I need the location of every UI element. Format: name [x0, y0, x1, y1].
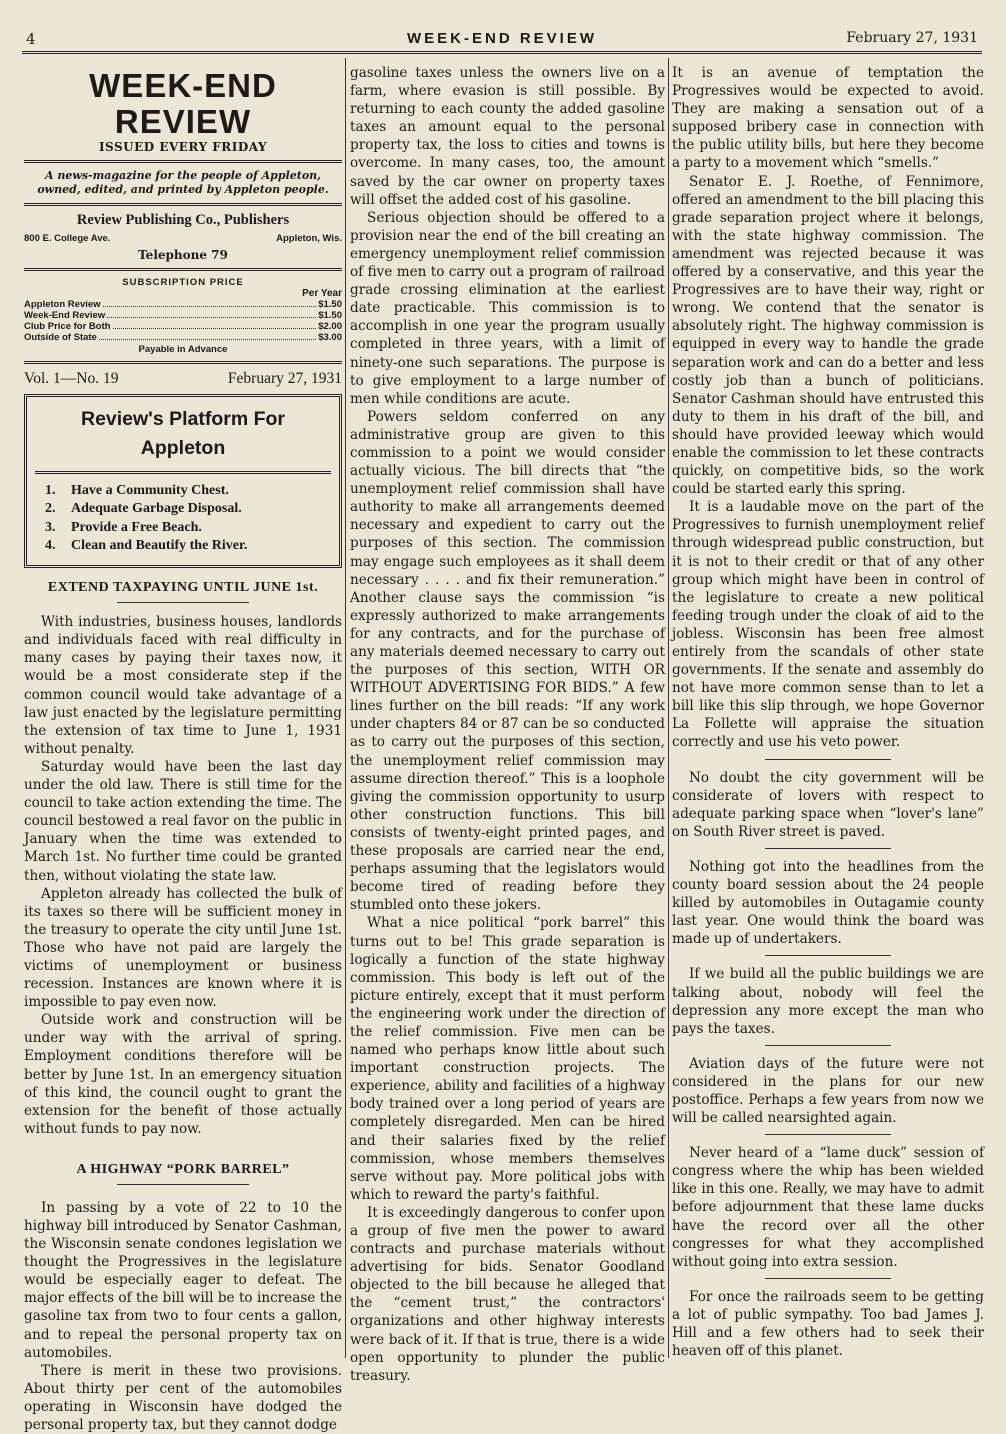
divider	[765, 759, 891, 760]
price-row	[24, 310, 342, 321]
divider	[24, 268, 342, 271]
platform-title: Appleton	[140, 437, 226, 459]
masthead-title: WEEK-END REVIEW	[89, 67, 277, 140]
platform-list	[35, 482, 331, 555]
running-date: February 27, 1931	[846, 30, 978, 46]
platform-item: 4. Clean and Beautify the River.	[45, 537, 248, 553]
address-city: Appleton, Wis.	[276, 233, 342, 244]
running-head	[22, 30, 982, 54]
article-headline: A HIGHWAY “PORK BARREL”	[76, 1161, 290, 1177]
running-title: WEEK-END REVIEW	[406, 30, 597, 47]
platform-item: 1. Have a Community Chest.	[45, 483, 229, 498]
masthead-address	[24, 233, 342, 248]
volume-number: Vol. 1—No. 19	[24, 370, 119, 387]
platform-box	[24, 394, 342, 568]
article-paragraph: Appleton already has collected the bulk of its taxes so there will be sufficient money in the treasury to operate the city until June 1st. Those who have not paid are largely the victims of unemployment or business recession. Instances are known where it is impossible to pay even now.	[24, 885, 342, 1011]
article-paragraph: With industries, business houses, landlords and individuals faced with real difficulty in many cases by paying their taxes now, it would be a most considerate step if the common council would take advantage of a law just enacted by the legislature permitting the extension of tax time to June 1, 1931 without penalty.	[24, 614, 342, 757]
volume-line	[24, 370, 342, 390]
price-row	[24, 299, 342, 310]
brief-item: No doubt the city government will be considerate of lovers with respect to adequate parking space when “lover's lane” on South River street is paved.	[672, 769, 984, 840]
masthead-tagline: owned, edited, and printed by Appleton people.	[37, 183, 329, 196]
price-label: Club Price for Both	[24, 321, 111, 332]
payable-note: Payable in Advance	[138, 344, 228, 355]
article-paragraph: There is merit in these two provisions. About thirty per cent of the automobiles operating in Wisconsin have dodged the personal property tax, but they cannot dodge	[24, 1362, 342, 1434]
divider	[765, 1045, 891, 1046]
masthead-telephone: Telephone 79	[138, 248, 228, 262]
platform-item: 3. Provide a Free Beach.	[45, 519, 202, 535]
divider	[117, 602, 249, 603]
divider	[765, 1134, 891, 1135]
per-year-label: Per Year	[302, 288, 342, 299]
price-row	[24, 332, 342, 343]
page-number: 4	[26, 30, 36, 48]
column-2	[350, 64, 665, 1384]
price-label: Week-End Review	[24, 310, 106, 321]
price-label: Appleton Review	[24, 299, 101, 310]
column-3	[672, 64, 984, 1364]
price-label: Outside of State	[24, 332, 97, 343]
price-value: $2.00	[318, 321, 342, 332]
brief-item: For once the railroads seem to be getting a lot of public sympathy. Too bad James J. Hill and a few others had to seek their heaven off of this planet.	[672, 1288, 984, 1360]
brief-item: If we build all the public buildings we are talking about, nobody will feel the depression any more except the man who pays the taxes.	[672, 966, 984, 1037]
divider	[765, 955, 891, 956]
article-paragraph: In passing by a vote of 22 to 10 the highway bill introduced by Senator Cashman, the Wisconsin senate condones legislation we thought the Progressives in the legislature would be especially eager to defeat. The major effects of the bill will be to increase the gasoline tax from two to four cents a gallon, and to repeal the personal property tax on automobiles.	[24, 1199, 342, 1361]
brief-item: Nothing got into the headlines from the county board session about the 24 people killed by automobiles in Outagamie county last year. One would think the board was made up of undertakers.	[672, 858, 984, 948]
price-list	[24, 299, 342, 343]
masthead-publisher: Review Publishing Co., Publishers	[76, 212, 290, 228]
article-paragraph: Serious objection should be offered to a provision near the end of the bill creating an emergency unemployment relief commission of five men to carry out a program of railroad grade crossing elimination at the earliest date practicable. This commission is to accomplish in one year the program usually completed in three years, with a limit of ninety-one such separations. The purpose is to give employment to a large number of men while conditions are acute.	[350, 209, 665, 407]
article-paragraph: gasoline taxes unless the owners live on a farm, where evasion is still possible. By returning to each county the added gasoline taxes an amount equal to the personal property tax, the loss to cities and towns is overcome. In many cases, too, the amount saved by the car owner on property taxes will offset the added cost of his gasoline.	[350, 65, 665, 208]
article-paragraph: What a nice political “pork barrel” this turns out to be! This grade separation is logically a function of the state highway commission. This body is left out of the picture entirely, except that it must perform the engineering work under the direction of the relief commission. Five men can be named who perhaps know little about such important construction projects. The experience, ability and facilities of a highway body trained over a long period of years are completely disregarded. Men can be hired and their salaries fixed by the relief commission, whose members themselves serve without pay. More political jobs with which to reward the party's faithful.	[350, 915, 665, 1203]
divider	[117, 1184, 249, 1185]
article-paragraph: It is exceedingly dangerous to confer upon a group of five men the power to award contracts and purchase materials without advertising for bids. Senator Goodland objected to the bill because he alleged that the “cement trust,” the contractors' organizations and other highway interests were back of it. If that is true, there is a wide open opportunity to plunder the public treasury.	[350, 1204, 665, 1384]
column-rule	[345, 58, 346, 1358]
masthead-tagline: A news-magazine for the people of Appleton,	[45, 169, 321, 182]
subscription-heading: SUBSCRIPTION PRICE	[122, 277, 244, 288]
price-value: $1.50	[318, 310, 342, 321]
article-paragraph: Outside work and construction will be under way with the arrival of spring. Employment conditions therefore will be better by June 1st. In an emergency situation of this kind, the council ought to grant the extension for the benefit of those actually without funds to pay now.	[24, 1012, 342, 1137]
issue-date: February 27, 1931	[227, 370, 342, 387]
article-headline: EXTEND TAXPAYING UNTIL JUNE 1st.	[47, 580, 319, 596]
platform-item: 2. Adequate Garbage Disposal.	[45, 501, 242, 517]
article-paragraph: Senator E. J. Roethe, of Fennimore, offered an amendment to the bill placing this grade separation project where it belongs, with the state highway commission. The amendment was rejected because it was offered by a conservative, and this year the Progressives are to have their way, right or wrong. We contend that the senator is absolutely right. The highway commission is equipped in every way to handle the grade separation work and can do a better and less costly job than a bunch of politicians. Senator Cashman should have entrusted this duty to them in his draft of the bill, and should have provided leeway which would enable the commission to let these contracts quickly, on competitive bids, so the work could be started early this spring.	[672, 173, 984, 498]
article-paragraph: It is an avenue of temptation the Progressives would be expected to avoid. They are making a sensation out of a supposed bribery case in connection with the public utility bills, but here they become a party to a movement which “smells.”	[672, 65, 984, 172]
divider	[24, 361, 342, 364]
masthead-issued: ISSUED EVERY FRIDAY	[98, 140, 268, 154]
article-paragraph: Saturday would have been the last day under the old law. There is still time for the council to take action extending the time. The council bestowed a real favor on the public in January when the time was extended to March 1st. No further time could be granted then, without violating the state law.	[24, 758, 342, 884]
divider	[765, 1278, 891, 1279]
brief-item: Aviation days of the future were not considered in the plans for our new postoffice. Perhaps a few years from now we will be called nearsighted again.	[672, 1055, 984, 1127]
article-paragraph: Powers seldom conferred on any administrative group are given to this commission to a point we would consider actually vicious. The bill directs that “the unemployment relief commission shall have authority to make all arrangements deemed necessary and expedient to carry out the purposes of this section. The commission may engage such employees as it shall deem necessary . . . . and fix their remuneration.” Another clause says the commission “is expressly authorized to make arrangements for any contracts, and for the purchase of any materials deemed necessary to carry out the purposes of this section, WITH OR WITHOUT ADVERTISING FOR BIDS.” A few lines further on the bill reads: “If any work under chapters 84 or 87 can be so conducted as to carry out the purposes of this section, the unemployment relief commission may assume direction thereof.” This is a loophole giving the commission opportunity to usurp other construction functions. This bill consists of twenty-eight printed pages, and these proposals are carried near the end, perhaps assuming that the legislators would become tired of reading before they stumbled onto these jokers.	[350, 408, 665, 914]
brief-item: Never heard of a “lame duck” session of congress where the whip has been wielded like in this one. Really, we may have to admit before adjournment that these lame ducks have the record over all the other congresses for what they accomplished without going into extra session.	[672, 1145, 984, 1270]
column-1	[24, 64, 342, 1434]
divider	[24, 160, 342, 163]
column-rule	[668, 58, 669, 1358]
address-street: 800 E. College Ave.	[24, 233, 111, 244]
price-value: $3.00	[318, 332, 342, 343]
price-value: $1.50	[318, 299, 342, 310]
platform-title: Review's Platform For	[80, 408, 286, 430]
divider	[24, 203, 342, 206]
article-paragraph: It is a laudable move on the part of the Progressives to furnish unemployment relief through widespread public construction, but it is not to their credit or that of any other group which might have been in control of the legislature to create a new political feeding trough under the cloak of aid to the jobless. Wisconsin has been free almost entirely from the scandals of other state governments. If the senate and assembly do not have more common sense than to let a bill like this slip through, we hope Governor La Follette will appraise the situation correctly and use his veto power.	[672, 499, 984, 751]
price-row	[24, 321, 342, 332]
divider	[35, 471, 331, 474]
divider	[765, 848, 891, 849]
